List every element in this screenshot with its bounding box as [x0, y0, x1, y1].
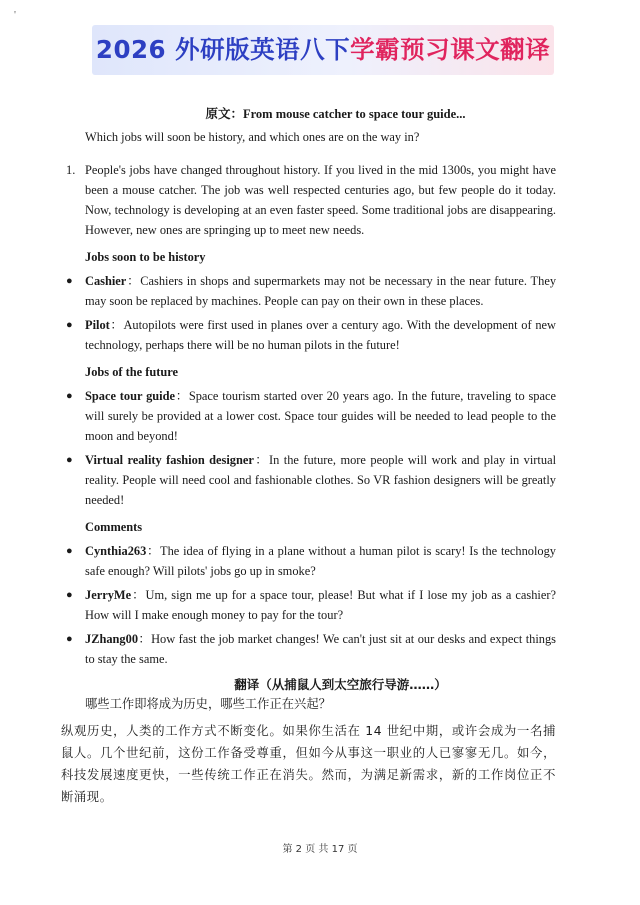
- bullet-term: JZhang00: [85, 632, 139, 646]
- title-banner: [92, 25, 554, 75]
- bullet-item: [66, 271, 557, 311]
- bullet-text: Um, sign me up for a space tour, please! But what if I lose my job as a cashier? How will I make enough money to pay for the tour?: [85, 588, 557, 622]
- bullet-dot-icon: ●: [66, 589, 73, 601]
- paragraph-number: 1.: [66, 163, 76, 177]
- bullet-text: In the future, more people will work and play in virtual reality. People will need cool and fashionable clothes. So VR fashion designers will be greatly needed!: [85, 453, 557, 507]
- bullet-term: Cynthia263: [85, 544, 147, 558]
- bullet-dot-icon: ●: [66, 390, 73, 402]
- bullet-separator: ：: [131, 588, 146, 602]
- banner-title-part1: 2026 外研版英语八下: [95, 35, 351, 64]
- bullet-text: How fast the job market changes! We can't just sit at our desks and expect things to stay the same.: [85, 632, 556, 666]
- bullet-list-future: [66, 386, 557, 510]
- banner-title-part2: 学霸预习课文翻译: [350, 35, 551, 64]
- paragraph-text: People's jobs have changed throughout history. If you lived in the mid 1300s, you might have been a mouse catcher. The job was well respected centuries ago, but few people do it today. Now, technology is developing at an even faster speed. Some traditional jobs are disappearing. However, new ones are springing up to meet new needs.: [85, 163, 556, 237]
- english-title: 原文：From mouse catcher to space tour guide...: [205, 107, 466, 121]
- bullet-dot-icon: ●: [66, 545, 73, 557]
- bullet-separator: ：: [146, 544, 161, 558]
- section-heading-history: Jobs soon to be history: [85, 250, 206, 264]
- document-body: [61, 104, 557, 808]
- bullet-separator: ：: [138, 632, 152, 646]
- bullet-separator: ：: [175, 389, 189, 403]
- bullet-list-comments: [66, 541, 557, 669]
- bullet-item: [66, 629, 556, 669]
- section-heading-comments: Comments: [85, 520, 143, 534]
- english-paragraph-1: [66, 160, 556, 240]
- page-number-footer: 第 2 页 共 17 页: [282, 844, 358, 855]
- section-heading-future: Jobs of the future: [85, 365, 179, 379]
- bullet-text: Autopilots were first used in planes over a century ago. With the development of new technology, perhaps there will be no human pilots in the future!: [85, 318, 557, 352]
- bullet-term: Virtual reality fashion designer: [85, 453, 254, 467]
- bullet-separator: ：: [253, 453, 269, 467]
- bullet-item: [66, 315, 557, 355]
- bullet-term: JerryMe: [85, 588, 132, 602]
- bullet-term: Pilot: [85, 318, 110, 332]
- bullet-item: [66, 585, 557, 625]
- bullet-separator: ：: [126, 274, 141, 288]
- bullet-item: [66, 541, 557, 581]
- bullet-dot-icon: ●: [66, 454, 73, 466]
- chinese-title: 翻译（从捕鼠人到太空旅行导游……）: [234, 677, 447, 692]
- bullet-list-history: [66, 271, 557, 355]
- bullet-item: [66, 386, 556, 446]
- bullet-text: The idea of flying in a plane without a human pilot is scary! Is the technology safe enough? Will pilots' jobs go up in smoke?: [85, 544, 557, 578]
- bullet-term: Cashier: [85, 274, 127, 288]
- bullet-dot-icon: ●: [66, 633, 73, 645]
- bullet-dot-icon: ●: [66, 319, 73, 331]
- bullet-text: Cashiers in shops and supermarkets may not be necessary in the near future. They may soon be replaced by machines. People can pay on their own in these places.: [85, 274, 557, 308]
- chinese-paragraph-1: 纵观历史，人类的工作方式不断变化。如果你生活在 14 世纪中期，或许会成为一名捕鼠人。几个世纪前，这份工作备受尊重，但如今从事这一职业的人已寥寥无几。如今，科技发展速度更快，一些传统工作正在消失。然而，为满足新需求，新的工作岗位正不断涌现。: [61, 724, 556, 804]
- corner-mark: ': [14, 9, 16, 21]
- chinese-subtitle: 哪些工作即将成为历史，哪些工作正在兴起？: [85, 697, 331, 711]
- bullet-separator: ：: [109, 318, 124, 332]
- bullet-term: Space tour guide: [85, 389, 176, 403]
- bullet-item: [66, 450, 557, 510]
- bullet-dot-icon: ●: [66, 275, 73, 287]
- bullet-text: Space tourism started over 20 years ago. In the future, traveling to space will surely be provided at a lower cost. Space tour guides will be needed to lead people to the moon and beyond!: [85, 389, 556, 443]
- english-subtitle: Which jobs will soon be history, and which ones are on the way in?: [85, 130, 420, 144]
